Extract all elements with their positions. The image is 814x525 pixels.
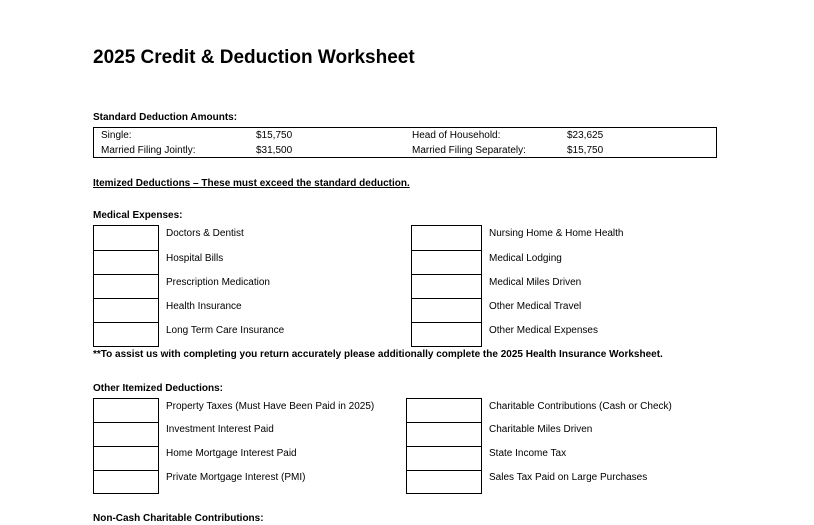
long-term-care-label: Long Term Care Insurance <box>166 325 285 336</box>
hospital-bills-entry-box[interactable] <box>93 250 159 275</box>
other-itemized-deductions-heading: Other Itemized Deductions: <box>93 383 224 394</box>
hospital-bills-label: Hospital Bills <box>166 253 224 264</box>
medical-lodging-label: Medical Lodging <box>489 253 562 264</box>
health-insurance-label: Health Insurance <box>166 301 242 312</box>
single-label: Single: <box>101 130 132 141</box>
prescription-medication-label: Prescription Medication <box>166 277 270 288</box>
mfj-label: Married Filing Jointly: <box>101 145 196 156</box>
pmi-label: Private Mortgage Interest (PMI) <box>166 472 306 483</box>
nursing-home-entry-box[interactable] <box>411 225 482 251</box>
pmi-entry-box[interactable] <box>93 470 159 494</box>
health-insurance-worksheet-note: **To assist us with completing you return accurately please additionally complete the 2025 Health Insurance Worksheet. <box>93 349 663 360</box>
medical-miles-label: Medical Miles Driven <box>489 277 582 288</box>
prescription-medication-entry-box[interactable] <box>93 274 159 299</box>
page-title: 2025 Credit & Deduction Worksheet <box>93 47 415 68</box>
head-of-household-label: Head of Household: <box>412 130 501 141</box>
mfs-amount: $15,750 <box>567 145 604 156</box>
sales-tax-entry-box[interactable] <box>406 470 482 494</box>
state-income-tax-entry-box[interactable] <box>406 446 482 471</box>
non-cash-charitable-heading: Non-Cash Charitable Contributions: <box>93 513 264 524</box>
medical-lodging-entry-box[interactable] <box>411 250 482 275</box>
itemized-deductions-heading: Itemized Deductions – These must exceed the standard deduction. <box>93 178 410 189</box>
mfj-amount: $31,500 <box>256 145 293 156</box>
other-medical-travel-label: Other Medical Travel <box>489 301 582 312</box>
investment-interest-label: Investment Interest Paid <box>166 424 274 435</box>
charitable-miles-label: Charitable Miles Driven <box>489 424 593 435</box>
single-amount: $15,750 <box>256 130 293 141</box>
mfs-label: Married Filing Separately: <box>412 145 526 156</box>
doctors-dentist-label: Doctors & Dentist <box>166 228 244 239</box>
property-taxes-label: Property Taxes (Must Have Been Paid in 2025) <box>166 401 375 412</box>
medical-miles-entry-box[interactable] <box>411 274 482 299</box>
other-medical-expenses-entry-box[interactable] <box>411 322 482 347</box>
state-income-tax-label: State Income Tax <box>489 448 567 459</box>
property-taxes-entry-box[interactable] <box>93 398 159 423</box>
sales-tax-label: Sales Tax Paid on Large Purchases <box>489 472 648 483</box>
head-of-household-amount: $23,625 <box>567 130 604 141</box>
investment-interest-entry-box[interactable] <box>93 422 159 447</box>
doctors-dentist-entry-box[interactable] <box>93 225 159 251</box>
charitable-contributions-label: Charitable Contributions (Cash or Check) <box>489 401 672 412</box>
long-term-care-entry-box[interactable] <box>93 322 159 347</box>
health-insurance-entry-box[interactable] <box>93 298 159 323</box>
charitable-miles-entry-box[interactable] <box>406 422 482 447</box>
other-medical-expenses-label: Other Medical Expenses <box>489 325 598 336</box>
home-mortgage-interest-label: Home Mortgage Interest Paid <box>166 448 297 459</box>
nursing-home-label: Nursing Home & Home Health <box>489 228 624 239</box>
medical-expenses-heading: Medical Expenses: <box>93 210 183 221</box>
standard-deduction-heading: Standard Deduction Amounts: <box>93 112 238 123</box>
standard-deduction-table <box>93 127 717 158</box>
home-mortgage-interest-entry-box[interactable] <box>93 446 159 471</box>
other-medical-travel-entry-box[interactable] <box>411 298 482 323</box>
charitable-contributions-entry-box[interactable] <box>406 398 482 423</box>
